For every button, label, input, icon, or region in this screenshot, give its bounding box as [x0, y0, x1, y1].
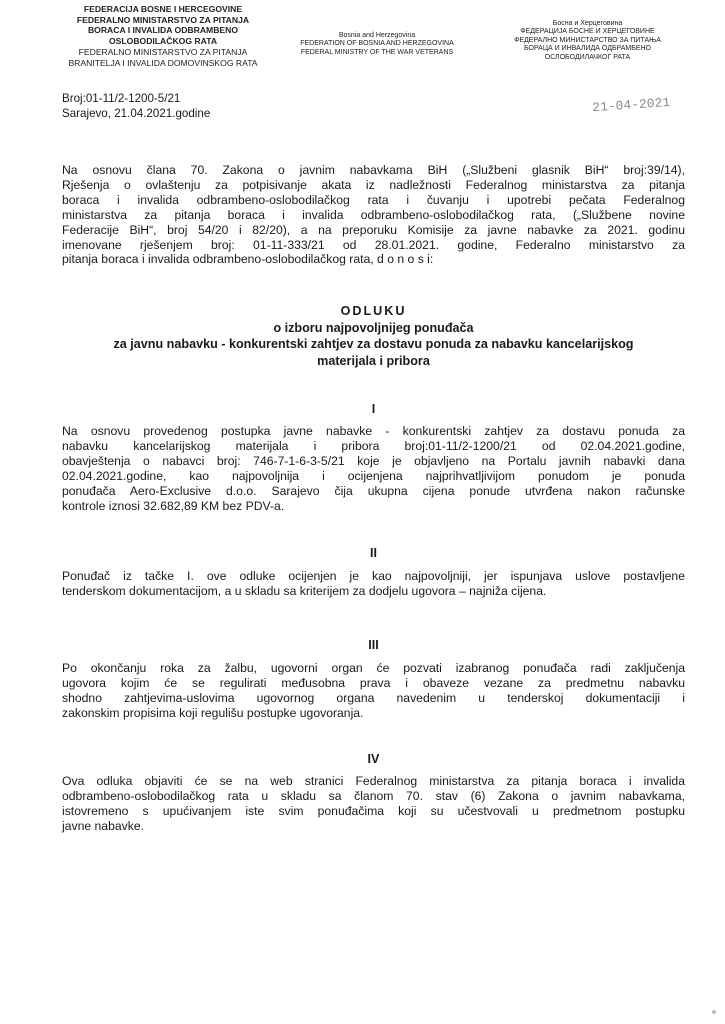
header-left-line: FEDERALNO MINISTARSTVO ZA PITANJA: [76, 14, 250, 25]
header-left-line: BORACA I INVALIDA ODBRAMBENO: [87, 25, 239, 36]
decision-subtitle: za javnu nabavku - konkurentski zahtjev za dostavu ponuda za nabavku kancelarijskog: [113, 337, 634, 351]
header-left-line: FEDERACIJA BOSNE I HERCEGOVINE: [83, 4, 243, 14]
paragraph-line: Ponuđač iz tačke I. ove odluke ocijenjen je kao najpovoljniji, jer ispunjava uslove postavljene: [62, 569, 685, 583]
paragraph-line: 02.04.2021.godine, kao najpovoljnija i ocijenjena najprihvatljivijom ponudom je ponuda: [62, 468, 685, 483]
intro-line: imenovane rješenjem broj: 01-11-333/21 od 28.01.2021. godine, Federalno ministarstvo za: [62, 237, 685, 252]
paragraph-line: odbrambeno-oslobodilačkog rata u skladu sa članom 70. stav (6) Zakona o javnim nabavkama,: [62, 788, 685, 803]
header-right-line: Босна и Херцеговина: [552, 20, 623, 27]
paragraph-line: shodno zahtjevima-uslovima ugovornog organa navedenim u tenderskoj dokumentaciji i: [62, 690, 685, 705]
document-date: Sarajevo, 21.04.2021.godine: [62, 107, 211, 120]
header-left-line: BRANITELJA I INVALIDA DOMOVINSKOG RATA: [68, 57, 258, 68]
intro-line: ministarstva za pitanja boraca i invalida odbrambeno-oslobodilačkog rata, („Službene novine: [62, 207, 685, 222]
header-left-line: FEDERALNO MINISTARSTVO ZA PITANJA: [78, 46, 248, 57]
paragraph-line: nabavku kancelarijskog materijala i pribora broj:01-11/2-1200/21 od 02.04.2021.godine,: [62, 438, 685, 453]
paragraph-line: istovremeno s upućivanjem iste svim ponuđačima koji su učestvovali u predmetnom postupku: [62, 803, 685, 818]
header-middle-line: FEDERATION OF BOSNIA AND HERZEGOVINA: [300, 40, 454, 48]
section-paragraph: [62, 774, 685, 834]
intro-line: Rješenja o ovlaštenju za potpisivanje akata iz nadležnosti Federalnog ministarstva za pitanja: [62, 177, 685, 192]
paragraph-line: obavještenja o nabavci broj: 746-7-1-6-3-5/21 koje je objavljeno na Portalu javnih nabavki dana: [62, 453, 685, 468]
header-middle-line: FEDERAL MINISTRY OF THE WAR VETERANS: [300, 48, 454, 56]
section-number: III: [368, 638, 379, 652]
header-left-block: [28, 4, 298, 68]
section-number: II: [370, 546, 377, 560]
paragraph-line: Na osnovu provedenog postupka javne nabavke - konkurentski zahtjev za dostavu ponuda za: [62, 424, 685, 438]
intro-line: Na osnovu člana 70. Zakona o javnim nabavkama BiH („Službeni glasnik BiH“ broj:39/14),: [62, 163, 685, 177]
paragraph-line: zakonskim propisima koji regulišu postupke ugovoranja.: [62, 705, 364, 720]
intro-line: pitanja boraca i invalida odbrambeno-oslobodilačkog rata, d o n o s i:: [62, 252, 434, 267]
paragraph-line: Po okončanju roka za žalbu, ugovorni organ će pozvati izabranog ponuđača radi zaključenja: [62, 661, 685, 675]
stamp-text: 21-04-2021: [591, 94, 671, 116]
header-right-line: ОСЛОБОДИЛАЧКОГ РАТА: [544, 53, 631, 61]
header-middle-line: Bosnia and Herzegovina: [338, 32, 416, 39]
scan-speck: [712, 1010, 716, 1014]
paragraph-line: tenderskom dokumentacijom, a u skladu sa kriterijem za dodjelu ugovora – najniža cijena.: [62, 583, 547, 598]
decision-title: ODLUKU: [340, 304, 407, 318]
intro-paragraph: [62, 163, 685, 267]
header-left-line: OSLOBODILAČKOG RATA: [108, 36, 218, 47]
paragraph-line: Ova odluka objaviti će se na web stranici Federalnog ministarstva za pitanja boraca i invalida: [62, 774, 685, 788]
intro-line: boraca i invalida odbrambeno-oslobodilačkog rata i čuvanju i upotrebi pečata Federalnog: [62, 192, 685, 207]
header-right-block: [480, 20, 695, 62]
document-number: Broj:01-11/2-1200-5/21: [62, 92, 181, 105]
decision-subtitle: materijala i pribora: [317, 354, 430, 368]
header-right-line: БОРАЦА И ИНВАЛИДА ОДБРАМБЕНО: [523, 45, 651, 53]
header-right-line: ФЕДЕРАЛНО МИНИСТАРСТВО ЗА ПИТАЊА: [514, 36, 661, 44]
received-date-stamp: [590, 88, 690, 116]
paragraph-line: ponuđača Aero-Exclusive d.o.o. Sarajevo čija ukupna cijena ponude utvrđena nakon računske: [62, 483, 685, 498]
section-paragraph: [62, 424, 685, 513]
section-paragraph: [62, 569, 685, 599]
paragraph-line: javne nabavke.: [62, 818, 144, 833]
section-number: IV: [367, 752, 380, 766]
paragraph-line: ugovora kojim će se regulirati međusobna prava i obaveze vezane za predmetnu nabavku: [62, 675, 685, 690]
section-paragraph: [62, 661, 685, 721]
section-number: I: [371, 402, 376, 416]
header-right-line: ФЕДЕРАЦИЈА БОСНЕ И ХЕРЦЕГОВИНЕ: [520, 28, 655, 36]
header-middle-block: [282, 32, 472, 57]
paragraph-line: kontrole iznosi 32.682,89 KM bez PDV-a.: [62, 498, 285, 513]
decision-subtitle: o izboru najpovoljnijeg ponuđača: [273, 321, 474, 335]
intro-line: Federacije BiH“, broj 54/20 i 82/20), a na preporuku Komisije za javne nabavke za 2021. godinu: [62, 222, 685, 237]
